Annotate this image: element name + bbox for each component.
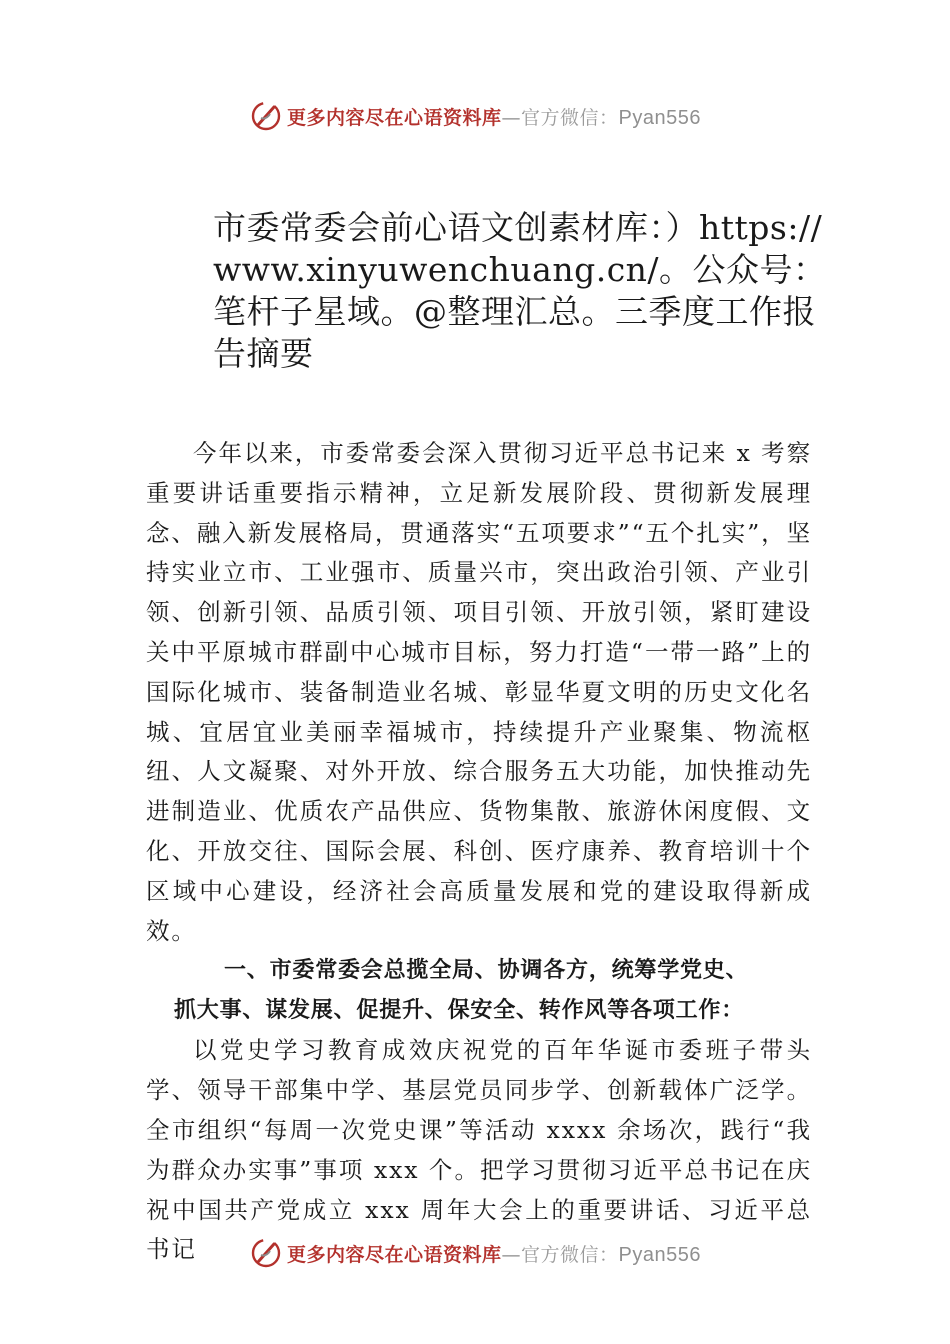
paragraph-party-history: 以党史学习教育成效庆祝党的百年华诞市委班子带头学、领导干部集中学、基层党员同步学、创新载体广泛学。 全市组织“每周一次党史课”等活动 xxxx 余场次，践行“我为群众办实事”事项 xxx 个。把学习贯彻习近平总书记在庆祝中国共产党成立 xxx 周年大会上的重要讲话、习近平总书记 [146, 1036, 812, 1264]
section-heading-line-2: 抓大事、谋发展、促提升、保安全、转作风等各项工作： [174, 998, 745, 1024]
footer-banner [0, 1231, 950, 1275]
banner-text [287, 103, 701, 130]
brush-logo-icon [249, 1236, 283, 1270]
banner-wechat-id: Pyan556 [618, 1243, 701, 1266]
brush-logo-icon [249, 99, 283, 133]
document-title: 市委常委会前心语文创素材库：）https://www.xinyuwenchuang.cn/。公众号：笔杆子星域。@整理汇总。三季度工作报告摘要 [213, 208, 827, 373]
banner-wechat-label: 官方微信： [521, 106, 619, 129]
banner-brand: 更多内容尽在心语资料库 [287, 1243, 502, 1266]
header-banner [0, 94, 950, 138]
banner-wechat-label: 官方微信： [521, 1243, 619, 1266]
banner-dash: — [501, 1243, 522, 1266]
paragraph-intro: 今年以来，市委常委会深入贯彻习近平总书记来 x 考察重要讲话重要指示精神，立足新发展阶段、贯彻新发展理念、融入新发展格局，贯通落实“五项要求”“五个扎实”，坚持实业立市、工业强市、质量兴市，突出政治引领、产业引领、创新引领、品质引领、项目引领、开放引领，紧盯建设关中平原城市群副中心城市目标，努力打造“一带一路”上的国际化城市、装备制造业名城、彰显华夏文明的历史文化名城、宜居宜业美丽幸福城市，持续提升产业聚集、物流枢纽、人文凝聚、对外开放、综合服务五大功能，加快推动先进制造业、优质农产品供应、货物集散、旅游休闲度假、文化、开放交往、国际会展、科创、医疗康养、教育培训十个区域中心建设，经济社会高质量发展和党的建设取得新成效。 [146, 439, 812, 945]
banner-brand: 更多内容尽在心语资料库 [287, 106, 502, 129]
banner-dash: — [501, 106, 522, 129]
document-body [146, 434, 812, 1270]
banner-text [287, 1240, 701, 1267]
section-heading-line-1: 一、市委常委会总揽全局、协调各方，统筹学党史、 [224, 958, 749, 984]
banner-wechat-id: Pyan556 [618, 106, 701, 129]
